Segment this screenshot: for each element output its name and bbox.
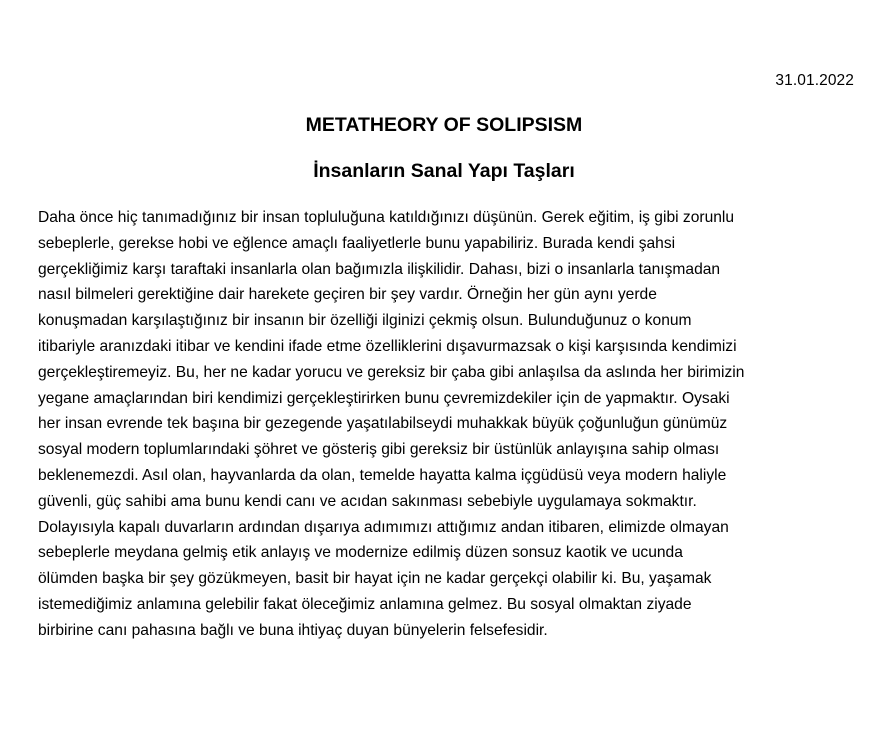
paragraph-line: Daha önce hiç tanımadığınız bir insan topluluğuna katıldığınızı düşünün. Gerek eğitim, iş gibi zorunlu	[38, 209, 735, 226]
paragraph-line: sebeplerle, gerekse hobi ve eğlence amaçlı faaliyetlerle bunu yapabiliriz. Burada kendi şahsi	[38, 234, 676, 252]
paragraph-line: istemediğimiz anlamına gelebilir fakat öleceğimiz anlamına gelmez. Bu sosyal olmaktan ziyade	[38, 595, 692, 613]
body-paragraph	[38, 205, 858, 644]
paragraph-line: nasıl bilmeleri gerektiğine dair harekete geçiren bir şey vardır. Örneğin her gün aynı yerde	[38, 286, 657, 304]
paragraph-line: beklenemezdi. Asıl olan, hayvanlarda da olan, temelde hayatta kalma içgüdüsü veya modern haliyle	[38, 466, 727, 484]
paragraph-line: birbirine canı pahasına bağlı ve buna ihtiyaç duyan bünyelerin felsefesidir.	[38, 621, 548, 639]
paragraph-line: Dolayısıyla kapalı duvarların ardından dışarıya adımımızı attığımız andan itibaren, elimizde olmayan	[38, 518, 729, 536]
paragraph-line: ölümden başka bir şey gözükmeyen, basit bir hayat için ne kadar gerçekçi olabilir ki. Bu, yaşamak	[38, 570, 712, 588]
paragraph-line: itibariyle aranızdaki itibar ve kendini ifade etme özelliklerini dışavurmazsak o kişi karşısında kendimizi	[38, 337, 737, 355]
document-subtitle: İnsanların Sanal Yapı Taşları	[313, 160, 575, 182]
paragraph-line: gerçekleştiremeyiz. Bu, her ne kadar yorucu ve gereksiz bir çaba gibi anlaşılsa da aslında her birimizin	[38, 363, 745, 381]
document-title: METATHEORY OF SOLIPSISM	[305, 114, 583, 136]
paragraph-line: güvenli, güç sahibi ama bunu kendi canı ve acıdan sakınması sebebiyle uygulamaya sokmaktır.	[38, 492, 697, 510]
paragraph-line: sosyal modern toplumlarındaki şöhret ve gösteriş gibi gereksiz bir üstünlük anlayışına sahip olması	[38, 441, 720, 459]
paragraph-line: konuşmadan karşılaştığınız bir insanın bir özelliği ilginizi çekmiş olsun. Bulunduğunuz o konum	[38, 312, 692, 330]
paragraph-line: yegane amaçlarından biri kendimizi gerçekleştirirken bunu çevremizdekiler için de yapmaktır. Oysaki	[38, 389, 730, 407]
paragraph-line: gerçekliğimiz karşı taraftaki insanlarla olan bağımızla ilişkilidir. Dahası, bizi o insanlarla tanışmadan	[38, 260, 721, 278]
paragraph-line: sebeplerle meydana gelmiş etik anlayış ve modernize edilmiş düzen sonsuz kaotik ve ucunda	[38, 544, 683, 562]
document-date: 31.01.2022	[775, 72, 854, 89]
paragraph-line: her insan evrende tek başına bir gezegende yaşatılabilseydi muhakkak büyük çoğunluğun günümüz	[38, 415, 728, 433]
